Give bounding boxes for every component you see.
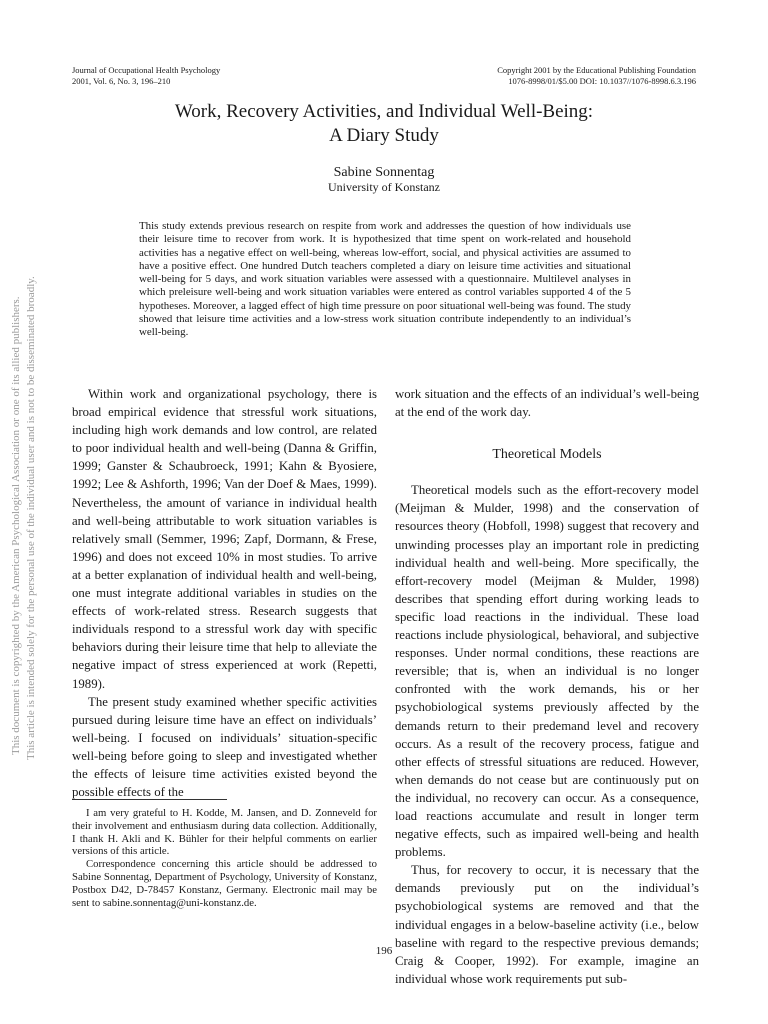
footnote xyxy=(72,807,377,909)
author-name: Sabine Sonnentag xyxy=(333,165,435,180)
correspondence-note: Correspondence concerning this article should be addressed to Sabine Sonnentag, Department of Psychology, University of Konstanz, Postbox D42, D-78457 Konstanz, Germany. Electronic mail may be sent to sabine.sonnentag@uni-konstanz.de. xyxy=(72,858,377,909)
section-heading: Theoretical Models xyxy=(492,447,602,463)
journal-name: Journal of Occupational Health Psychology xyxy=(72,65,221,75)
abstract: This study extends previous research on respite from work and addresses the question of how individuals use their leisure time to recover from work. It is hypothesized that time spent on work-related and household activities has a negative effect on well-being, whereas low-effort, social, and physical activities are assumed to have a positive effect. One hundred Dutch teachers completed a diary on leisure time activities and situational well-being for 5 days, and work situation variables were assessed with a questionnaire. Multilevel analyses in which preleisure well-being and work situation variables were entered as control variables supported 4 of the 5 hypotheses. Moreover, a lagged effect of high time pressure on poor situational well-being was found. The study showed that leisure time activities and a low-stress work situation contribute independently to an individual’s well-being. xyxy=(139,220,631,339)
copyright-header xyxy=(497,65,696,87)
copyright-line: Copyright 2001 by the Educational Publishing Foundation xyxy=(497,65,696,75)
paper-title xyxy=(0,100,768,148)
author-affiliation: University of Konstanz xyxy=(328,180,440,194)
journal-issue: 2001, Vol. 6, No. 3, 196–210 xyxy=(72,76,171,86)
body-paragraph: Theoretical models such as the effort-recovery model (Meijman & Mulder, 1998) and the conservation of resources theory (Hobfoll, 1998) suggest that recovery and unwinding processes play an important role in predicting individual health and well-being. More specifically, the effort-recovery model (Meijman & Mulder, 1998) describes that spending effort during working leads to specific load reactions in the individual. These load reactions include physiological, behavioral, and subjective responses. Under normal conditions, these reactions are reversible; that is, when an individual is no longer confronted with the work demands, his or her psychobiological systems previously affected by the demands return to their predemand level and recovery occurs. As a result of the recovery process, fatigue and other effects of stressful situations are reduced. However, when demands do not cease but are continuously put on the individual, no recovery can occur. As a consequence, load reactions accumulate and result in longer term negative effects, such as impaired well-being and health problems. xyxy=(395,483,699,860)
left-column xyxy=(72,385,377,801)
page-number: 196 xyxy=(375,945,393,957)
doi-line: 1076-8998/01/$5.00 DOI: 10.1037//1076-8998.6.3.196 xyxy=(508,76,696,86)
copyright-watermark: This document is copyrighted by the American Psychological Association or one of its allied publishers. xyxy=(10,296,22,755)
body-paragraph: Thus, for recovery to occur, it is necessary that the demands previously put on the individual’s psychobiological systems are removed and that the individual engages in a below-baseline activity (i.e., below baseline with regard to the respective previous demands; Craig & Cooper, 1992). For example, imagine an individual whose work requirements put sub- xyxy=(395,863,699,986)
acknowledgment-note: I am very grateful to H. Kodde, M. Jansen, and D. Zonneveld for their involvement and enthusiasm during data collection. Additionally, I thank H. Akli and K. Bühler for their helpful comments on earlier versions of this article. xyxy=(72,807,377,858)
usage-watermark: This article is intended solely for the personal use of the individual user and is not to be disseminated broadly. xyxy=(25,276,37,760)
body-paragraph-continuation: work situation and the effects of an individual’s well-being at the end of the work day. xyxy=(395,387,699,420)
footnote-divider xyxy=(72,799,227,800)
title-line-1: Work, Recovery Activities, and Individual Well-Being: xyxy=(174,101,594,122)
body-paragraph: The present study examined whether specific activities pursued during leisure time have an effect on individuals’ well-being. I focused on individuals’ situation-specific well-being before going to sleep and investigated whether the effects of leisure time activities existed beyond the possible effects of the xyxy=(72,694,377,800)
right-column xyxy=(395,385,699,988)
body-paragraph: Within work and organizational psychology, there is broad empirical evidence that stressful work situations, including high work demands and low control, are related to poor individual health and well-being (Danna & Griffin, 1999; Ganster & Schaubroeck, 1991; Kahn & Byosiere, 1992; Lee & Ashforth, 1996; Van der Doef & Maes, 1999). Nevertheless, the amount of variance in individual health and well-being attributable to work situation variables is relatively small (Semmer, 1996; Zapf, Dormann, & Frese, 1996) and does not exceed 10% in most studies. To arrive at a better explanation of individual health and well-being, one must integrate additional variables in studies on the effects of work-related stress. Research suggests that individuals respond to a stressful work day with specific behaviors during their leisure time that help to alleviate the negative impact of stress experienced at work (Repetti, 1989). xyxy=(72,387,377,691)
title-line-2: A Diary Study xyxy=(329,125,439,146)
journal-header xyxy=(72,65,220,87)
